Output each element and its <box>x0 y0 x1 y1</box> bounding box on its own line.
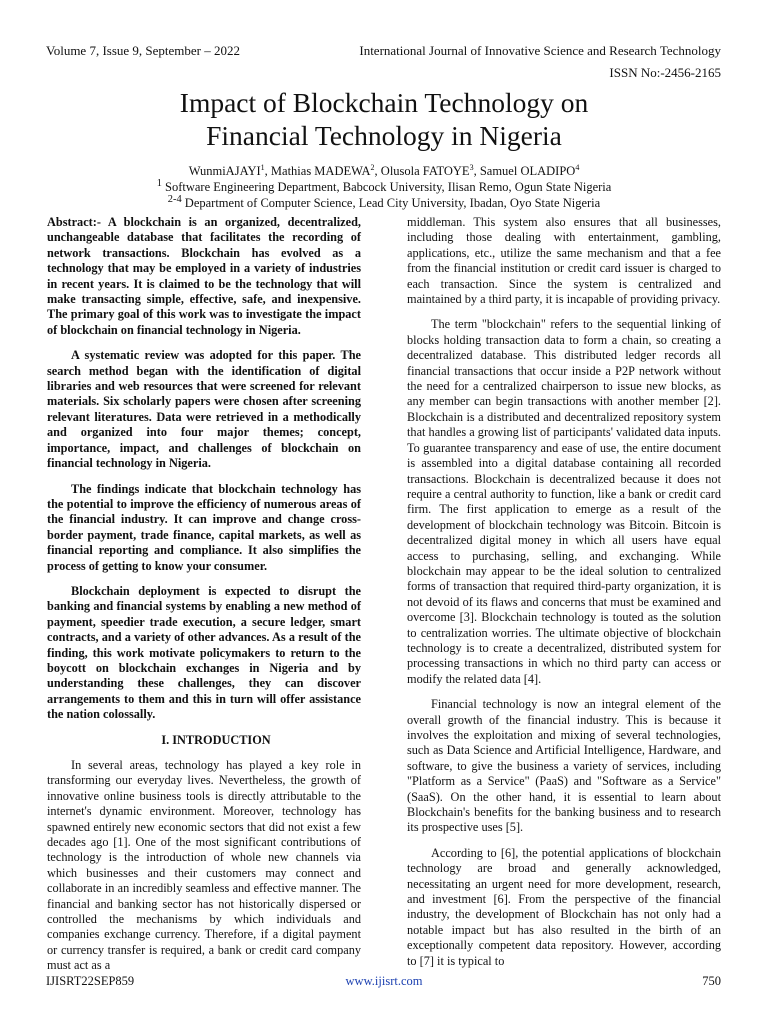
abstract-paragraph: A systematic review was adopted for this paper. The search method began with the identification of digital libraries and web resources that were screened for relevant materials. Six scholarly papers were chosen after screening relevant literatures. Data were retrieved in a methodically and organized into four major themes; concept, importance, impact, and challenges of blockchain on financial technology in Nigeria. <box>47 348 361 471</box>
affiliation-text: Software Engineering Department, Babcock University, Ilisan Remo, Ogun State Nigeria <box>165 180 612 195</box>
header-issn: ISSN No:-2456-2165 <box>609 65 721 80</box>
author-name: Olusola FATOYE <box>380 164 470 179</box>
author-sup: 2 <box>370 163 375 172</box>
affiliation-sup: 1 <box>156 178 162 189</box>
abstract-paragraph: The findings indicate that blockchain technology has the potential to improve the efficiency of numerous areas of the financial industry. It can improve and change cross-border payment, trade finance, capital markets, as well as financial reporting and compliance. It also simplifies the process of getting to know your consumer. <box>47 481 361 573</box>
title-line-1: Impact of Blockchain Technology on <box>179 87 589 118</box>
footer-page-number: 750 <box>702 974 721 988</box>
affiliation-text: Department of Computer Science, Lead City University, Ibadan, Oyo State Nigeria <box>184 196 601 211</box>
affiliation-sup: 2-4 <box>167 194 182 205</box>
body-paragraph: middleman. This system also ensures that all businesses, including those dealing with entertainment, gambling, applications, etc., utilize the same mechanism and that a fee from the financial institution or credit card issuer is charged to each transaction. Since the system is centralized and maintained by a third party, it is incapable of providing privacy. <box>407 215 721 307</box>
paper-title <box>0 86 768 152</box>
author-name: Samuel OLADIPO <box>479 164 576 179</box>
body-paragraph: The term "blockchain" refers to the sequential linking of blocks holding transaction data to form a chain, so creating a decentralized database. This distributed ledger records all financial transactions that occur inside a P2P network without the need for a centralized chairperson to issue new blocks, as any member can begin transactions with another member [2]. Blockchain is a distributed and decentralized repository system that handles a growing list of participants' validated data inputs. To guarantee transparency and ease of use, the entire document is assembled into a digital database containing all recorded transactions. Blockchain is decentralized because it does not require a central authority to function, like a bank or credit card firm. The first application to emerge as a result of the development of blockchain technology was Bitcoin. Bitcoin is decentralized digital money in which all users have equal access to purchasing, selling, and exchanging. While blockchain may appear to be the ideal solution to centralized forms of transaction that required third-party organization, it is not devoid of its flaws and concerns that must be examined and overcome [3]. Blockchain technology is touted as the solution to centralization worries. The ultimate objective of blockchain technology is to create a decentralized, distributed system for processing transactions in which no third party can access or modify the related data [4]. <box>407 317 721 686</box>
author-name: Mathias MADEWA <box>270 164 371 179</box>
intro-paragraph: In several areas, technology has played a key role in transforming our everyday lives. Nevertheless, the growth of innovative online business tools is directly attributable to the internet's dynamic environment. Moreover, technology has spawned entirely new economic sectors that did not exist a few decades ago [1]. One of the most significant contributions of technology is the introduction of whole new channels via which businesses and their customers may connect and collaborate in an incredibly seamless and effective manner. The financial and banking sector has not historically dispersed or controlled the mechanisms by which individuals and companies exchange currency. Therefore, if a digital payment or currency transfer is required, a bank or credit card company must act as a <box>47 758 361 973</box>
author-sup: 4 <box>575 163 580 172</box>
header-journal: International Journal of Innovative Science and Research Technology <box>359 43 721 58</box>
header-volume: Volume 7, Issue 9, September – 2022 <box>46 43 241 58</box>
abstract-paragraph: Blockchain deployment is expected to disrupt the banking and financial systems by enabling a new method of payment, speedier trade execution, a secure ledger, smart contracts, and a variety of other advances. As a result of the finding, this work motivate policymakers to return to the boycott on blockchain exchanges in Nigeria and by understanding these challenges, they can discover arrangements to them and this in turn will offer assistance the nation colossally. <box>47 583 361 722</box>
author-list: WunmiAJAYI$^1$, Mathias MADEWA$^2$, Olusola FATOYE$^3$, Samuel OLADIPO$^4$ <box>188 163 580 179</box>
section-heading-introduction: I. INTRODUCTION <box>161 732 271 747</box>
affiliation-2 <box>0 192 768 211</box>
left-column <box>47 215 361 984</box>
title-line-2: Financial Technology in Nigeria <box>206 120 562 151</box>
footer-website-link[interactable]: www.ijisrt.com <box>345 974 423 988</box>
body-paragraph: Financial technology is now an integral element of the overall growth of the financial industry. This is because it involves the exploitation and mixing of several technologies, such as Data Science and Artificial Intelligence, Hardware, and software, to give the business a variety of services, including "Platform as a Service" (PaaS) and "Software as a Service" (SaaS). On the other hand, it is essential to learn about Blockchain's benefits for the banking business and to research its prospective uses [5]. <box>407 697 721 835</box>
footer-paper-id: IJISRT22SEP859 <box>46 974 135 988</box>
author-sup: 3 <box>469 163 474 172</box>
body-paragraph: According to [6], the potential applications of blockchain technology are broad and generally acknowledged, necessitating an urgent need for more development, research, and investment [6]. From the perspective of the financial industry, the development of Blockchain has not only had a notable impact but has also resulted in the birth of an exceptionally competent data repository. However, according to [7] it is typical to <box>407 845 721 968</box>
author-name: WunmiAJAYI <box>188 164 261 179</box>
author-sup: 1 <box>260 163 265 172</box>
abstract-paragraph: Abstract:- A blockchain is an organized, decentralized, unchangeable database that facilitates the recording of network transactions. Blockchain has evolved as a technology that may be employed in a variety of industries in recent years. It is claimed to be the technology that will make transacting simple, effective, safe, and inexpensive. The primary goal of this work was to investigate the impact of blockchain on financial technology in Nigeria. <box>47 215 361 337</box>
right-column <box>407 215 721 979</box>
